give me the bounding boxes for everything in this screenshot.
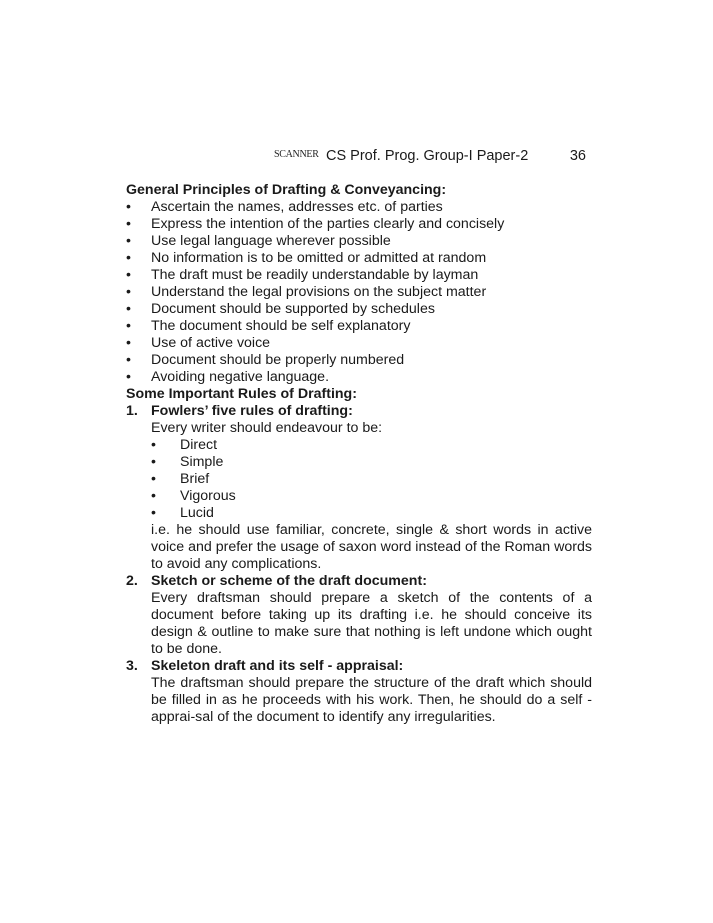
page-number: 36: [569, 148, 586, 164]
list-item-text: Ascertain the names, addresses etc. of parties: [151, 199, 443, 215]
rule-title-text: Sketch or scheme of the draft document:: [151, 573, 427, 589]
rule-body: i.e. he should use familiar, concrete, single & short words in active voice and prefer the usage of saxon word instead of the Roman words to avoid any complications.: [151, 522, 592, 572]
list-item: [126, 437, 592, 454]
rule-body: The draftsman should prepare the structure of the draft which should be filled in as he proceeds with his work. Then, he should do a self - apprai-sal of the document to identify any irregularities.: [151, 675, 592, 725]
list-item-text: The document should be self explanatory: [151, 318, 411, 334]
section-heading-rules: Some Important Rules of Drafting:: [126, 386, 357, 402]
list-item: [126, 301, 592, 318]
rule-title-text: Skeleton draft and its self - appraisal:: [151, 658, 404, 674]
bullet-icon: •: [126, 335, 131, 351]
list-item: [126, 335, 592, 352]
list-item-text: Understand the legal provisions on the subject matter: [151, 284, 487, 300]
rule-2: [126, 573, 592, 658]
bullet-icon: •: [126, 233, 131, 249]
bullet-icon: •: [126, 369, 131, 385]
rule-number: 3.: [126, 658, 138, 674]
list-item-text: Brief: [180, 471, 210, 487]
list-item: [126, 505, 592, 522]
bullet-icon: •: [126, 352, 131, 368]
scanner-logo: SCANNER: [274, 149, 319, 160]
bullet-icon: •: [151, 488, 156, 504]
page-header: [270, 148, 590, 168]
bullet-icon: •: [126, 318, 131, 334]
list-item: [126, 488, 592, 505]
bullet-icon: •: [126, 301, 131, 317]
page-content: [126, 182, 592, 726]
bullet-icon: •: [151, 505, 156, 521]
list-item-text: The draft must be readily understandable by layman: [151, 267, 479, 283]
list-item: [126, 267, 592, 284]
list-item: [126, 199, 592, 216]
list-item: [126, 454, 592, 471]
bullet-icon: •: [126, 284, 131, 300]
book-title: CS Prof. Prog. Group-I Paper-2: [326, 148, 529, 164]
list-item-text: Vigorous: [180, 488, 236, 504]
list-item: [126, 471, 592, 488]
list-item-text: Express the intention of the parties clearly and concisely: [151, 216, 505, 232]
list-item-text: No information is to be omitted or admitted at random: [151, 250, 487, 266]
bullet-icon: •: [126, 199, 131, 215]
bullet-icon: •: [151, 437, 156, 453]
rule-number: 2.: [126, 573, 138, 589]
list-item-text: Lucid: [180, 505, 214, 521]
principles-list: [126, 199, 592, 386]
list-item-text: Use legal language wherever possible: [151, 233, 391, 249]
section-heading-principles: General Principles of Drafting & Conveyancing:: [126, 182, 447, 198]
list-item-text: Simple: [180, 454, 224, 470]
rule-body: Every draftsman should prepare a sketch of the contents of a document before taking up its drafting i.e. he should conceive its design & outline to make sure that nothing is left undone which ought to be done.: [151, 590, 592, 657]
list-item: [126, 369, 592, 386]
rule-title: [126, 658, 592, 675]
bullet-icon: •: [151, 454, 156, 470]
list-item: [126, 233, 592, 250]
bullet-icon: •: [151, 471, 156, 487]
list-item-text: Avoiding negative language.: [151, 369, 330, 385]
rule-3: [126, 658, 592, 726]
rule-title-text: Fowlers’ five rules of drafting:: [151, 403, 353, 419]
list-item: [126, 318, 592, 335]
list-item-text: Document should be supported by schedules: [151, 301, 435, 317]
rule-title: [126, 573, 592, 590]
list-item-text: Use of active voice: [151, 335, 271, 351]
bullet-icon: •: [126, 216, 131, 232]
list-item: [126, 250, 592, 267]
bullet-icon: •: [126, 250, 131, 266]
list-item-text: Document should be properly numbered: [151, 352, 405, 368]
list-item: [126, 352, 592, 369]
list-item: [126, 284, 592, 301]
list-item-text: Direct: [180, 437, 218, 453]
rule-1: [126, 403, 592, 573]
rule-intro: Every writer should endeavour to be:: [151, 420, 383, 436]
rule-number: 1.: [126, 403, 138, 419]
bullet-icon: •: [126, 267, 131, 283]
rule-title: [126, 403, 592, 420]
list-item: [126, 216, 592, 233]
